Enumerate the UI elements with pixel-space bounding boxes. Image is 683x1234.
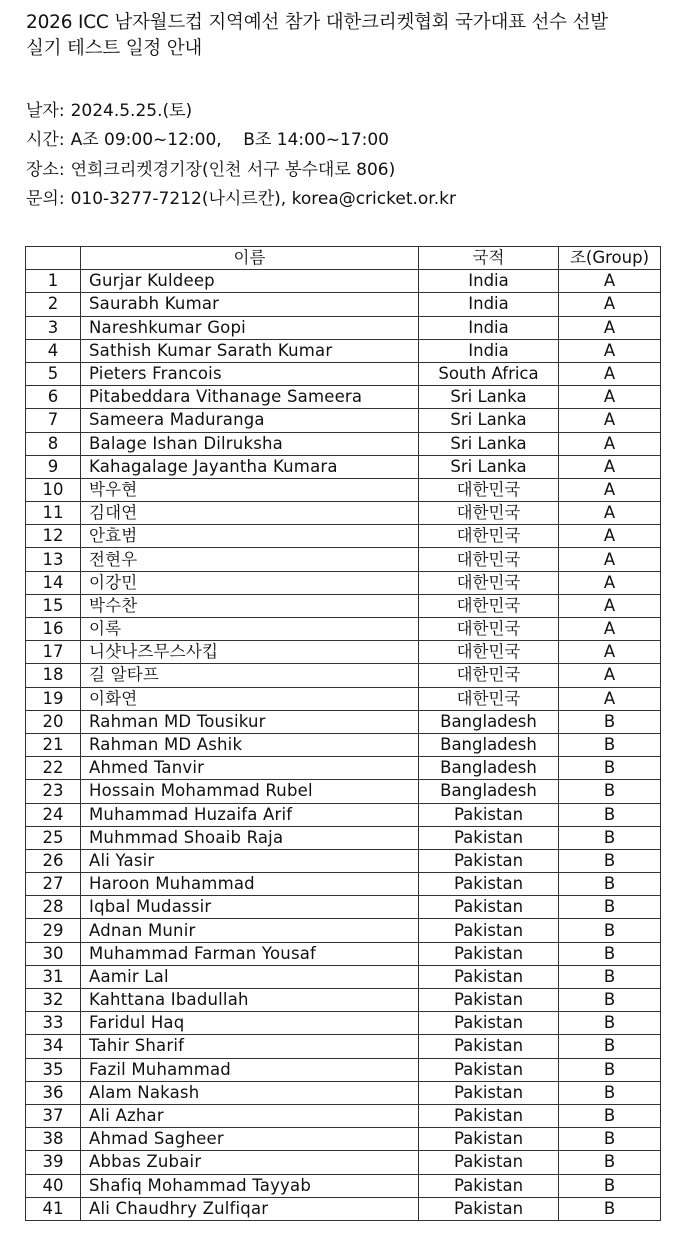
cell-number: 8 [26,432,81,455]
cell-nationality: 대한민국 [419,594,559,617]
cell-group: A [559,270,661,293]
player-name: 전현우 [89,549,138,569]
cell-name [81,733,419,756]
player-name: Hossain Mohammad Rubel [89,781,313,801]
player-name: Kahagalage Jayantha Kumara [89,456,338,476]
player-name: Nareshkumar Gopi [89,317,246,337]
cell-nationality: Pakistan [419,1035,559,1058]
table-row [26,594,661,617]
cell-group: B [559,1058,661,1081]
cell-nationality: 대한민국 [419,478,559,501]
player-name: Ahmed Tanvir [89,758,205,778]
cell-nationality: Sri Lanka [419,386,559,409]
info-contact-label: 문의: [26,188,65,209]
table-row [26,478,661,501]
table-body [26,270,661,1221]
cell-nationality: Pakistan [419,896,559,919]
cell-group: B [559,989,661,1012]
table-row [26,1081,661,1104]
table-row [26,757,661,780]
cell-name [81,1012,419,1035]
cell-nationality: 대한민국 [419,664,559,687]
cell-name [81,1174,419,1197]
player-name: 이화연 [89,688,138,708]
player-name: Fazil Muhammad [89,1059,231,1079]
cell-number: 23 [26,780,81,803]
cell-group: B [559,1197,661,1220]
table-row [26,687,661,710]
cell-nationality: Sri Lanka [419,455,559,478]
cell-nationality: Pakistan [419,1174,559,1197]
player-name: Aamir Lal [89,966,169,986]
player-name: Ali Yasir [89,850,155,870]
cell-number: 21 [26,733,81,756]
info-time-value: A조 09:00~12:00, B조 14:00~17:00 [70,130,389,151]
player-name: Sathish Kumar Sarath Kumar [89,340,333,360]
cell-nationality: Pakistan [419,826,559,849]
cell-number: 13 [26,548,81,571]
cell-name [81,896,419,919]
cell-group: A [559,293,661,316]
cell-number: 32 [26,989,81,1012]
player-name: Ali Chaudhry Zulfiqar [89,1198,269,1218]
cell-name [81,965,419,988]
cell-name [81,339,419,362]
table-row [26,664,661,687]
table-row [26,386,661,409]
cell-group: A [559,386,661,409]
cell-number: 5 [26,362,81,385]
cell-nationality: 대한민국 [419,525,559,548]
table-row [26,525,661,548]
table-row [26,710,661,733]
table-row [26,733,661,756]
cell-group: B [559,1128,661,1151]
info-time [26,126,666,155]
player-name: Muhmmad Shoaib Raja [89,827,284,847]
player-name: 박우현 [89,479,138,499]
cell-number: 19 [26,687,81,710]
cell-nationality: Sri Lanka [419,432,559,455]
cell-group: A [559,339,661,362]
table-row [26,919,661,942]
cell-nationality: Pakistan [419,1058,559,1081]
cell-nationality: Pakistan [419,1012,559,1035]
header-name: 이름 [81,247,419,270]
table-row [26,432,661,455]
cell-name [81,710,419,733]
player-name: Abbas Zubair [89,1152,202,1172]
cell-group: A [559,362,661,385]
cell-number: 16 [26,618,81,641]
cell-number: 1 [26,270,81,293]
table-row [26,1128,661,1151]
header-number [26,247,81,270]
table-row [26,502,661,525]
cell-nationality: 대한민국 [419,502,559,525]
cell-number: 41 [26,1197,81,1220]
cell-number: 11 [26,502,81,525]
cell-group: A [559,432,661,455]
cell-nationality: India [419,270,559,293]
player-name: Muhammad Farman Yousaf [89,943,317,963]
cell-number: 36 [26,1081,81,1104]
cell-name [81,386,419,409]
cell-number: 40 [26,1174,81,1197]
player-name: Faridul Haq [89,1013,185,1033]
cell-number: 18 [26,664,81,687]
cell-number: 27 [26,873,81,896]
cell-nationality: Sri Lanka [419,409,559,432]
schedule-info [26,97,666,214]
cell-number: 2 [26,293,81,316]
cell-nationality: Pakistan [419,1081,559,1104]
table-row [26,1035,661,1058]
player-name: 니샷나즈무스사킵 [89,642,219,662]
cell-group: B [559,965,661,988]
info-date-value: 2024.5.25.(토) [70,101,193,121]
cell-number: 17 [26,641,81,664]
cell-number: 10 [26,478,81,501]
cell-name [81,1197,419,1220]
table-row [26,873,661,896]
header-group: 조(Group) [559,247,661,270]
player-name: Haroon Muhammad [89,874,255,894]
player-name: Muhammad Huzaifa Arif [89,804,293,824]
cell-name [81,525,419,548]
cell-name [81,1058,419,1081]
cell-name [81,849,419,872]
table-row [26,455,661,478]
cell-group: B [559,919,661,942]
cell-name [81,502,419,525]
cell-group: A [559,571,661,594]
info-venue-label: 장소: [26,159,65,180]
table-row [26,1012,661,1035]
cell-number: 34 [26,1035,81,1058]
player-name: Pieters Francois [89,364,222,384]
table-row [26,316,661,339]
cell-name [81,1128,419,1151]
cell-number: 14 [26,571,81,594]
cell-group: B [559,1012,661,1035]
player-name: 이록 [89,619,122,639]
cell-nationality: Pakistan [419,989,559,1012]
cell-name [81,780,419,803]
table-row [26,1104,661,1127]
player-name: Adnan Munir [89,920,196,940]
table-row [26,989,661,1012]
info-venue-value: 연희크리켓경기장(인천 서구 봉수대로 806) [70,159,396,180]
cell-nationality: Pakistan [419,849,559,872]
table-row [26,896,661,919]
player-name: Rahman MD Ashik [89,735,243,755]
cell-name [81,293,419,316]
cell-name [81,432,419,455]
table-row [26,1151,661,1174]
table-row [26,618,661,641]
cell-group: B [559,710,661,733]
table-header-row [26,247,661,270]
cell-group: A [559,664,661,687]
player-name: 김대연 [89,503,138,523]
table-row [26,409,661,432]
cell-nationality: Pakistan [419,1128,559,1151]
player-name: Gurjar Kuldeep [89,271,215,291]
table-row [26,270,661,293]
cell-number: 38 [26,1128,81,1151]
cell-group: A [559,548,661,571]
table-row [26,849,661,872]
cell-group: A [559,594,661,617]
title-line-1: 2026 ICC 남자월드컵 지역예선 참가 대한크리켓협회 국가대표 선수 선발 [26,12,608,33]
cell-nationality: Bangladesh [419,757,559,780]
cell-nationality: 대한민국 [419,618,559,641]
cell-name [81,1035,419,1058]
info-date [26,97,666,126]
cell-group: A [559,502,661,525]
cell-nationality: Bangladesh [419,733,559,756]
cell-nationality: India [419,316,559,339]
info-venue [26,156,666,185]
table-row [26,641,661,664]
document-title [26,10,666,62]
cell-name [81,873,419,896]
cell-name [81,478,419,501]
cell-name [81,409,419,432]
cell-number: 39 [26,1151,81,1174]
cell-name [81,594,419,617]
table-row [26,803,661,826]
cell-group: A [559,455,661,478]
player-name: Alam Nakash [89,1082,200,1102]
cell-group: A [559,641,661,664]
table-row [26,1197,661,1220]
cell-number: 7 [26,409,81,432]
cell-nationality: Pakistan [419,1151,559,1174]
player-name: Kahttana Ibadullah [89,990,249,1010]
cell-group: B [559,1174,661,1197]
cell-nationality: 대한민국 [419,687,559,710]
cell-nationality: Pakistan [419,1197,559,1220]
cell-number: 9 [26,455,81,478]
info-date-label: 날자: [26,101,65,121]
cell-name [81,641,419,664]
cell-name [81,618,419,641]
table-row [26,780,661,803]
player-name: 이강민 [89,572,138,592]
cell-nationality: Pakistan [419,803,559,826]
cell-number: 33 [26,1012,81,1035]
cell-group: A [559,316,661,339]
cell-nationality: Pakistan [419,919,559,942]
cell-group: B [559,849,661,872]
table-row [26,548,661,571]
cell-group: B [559,942,661,965]
info-contact-value: 010-3277-7212(나시르칸), korea@cricket.or.kr [70,188,456,209]
cell-group: B [559,1081,661,1104]
cell-nationality: India [419,293,559,316]
cell-group: B [559,803,661,826]
cell-name [81,571,419,594]
cell-number: 30 [26,942,81,965]
cell-number: 25 [26,826,81,849]
cell-name [81,1081,419,1104]
cell-group: B [559,1035,661,1058]
header-nationality: 국적 [419,247,559,270]
cell-name [81,548,419,571]
cell-nationality: Pakistan [419,873,559,896]
cell-group: B [559,826,661,849]
table-row [26,965,661,988]
cell-number: 37 [26,1104,81,1127]
cell-nationality: 대한민국 [419,571,559,594]
cell-group: A [559,618,661,641]
cell-number: 29 [26,919,81,942]
cell-number: 12 [26,525,81,548]
cell-number: 4 [26,339,81,362]
cell-name [81,942,419,965]
cell-nationality: Bangladesh [419,710,559,733]
table-row [26,339,661,362]
cell-nationality: 대한민국 [419,641,559,664]
info-contact [26,185,666,214]
cell-number: 3 [26,316,81,339]
cell-group: A [559,687,661,710]
cell-nationality: India [419,339,559,362]
player-name: Ali Azhar [89,1106,164,1126]
info-time-label: 시간: [26,130,65,151]
cell-group: B [559,896,661,919]
player-name: 길 알타프 [89,665,160,685]
player-name: Ahmad Sagheer [89,1129,224,1149]
cell-nationality: Pakistan [419,1104,559,1127]
cell-name [81,757,419,780]
cell-nationality: Pakistan [419,965,559,988]
table-row [26,293,661,316]
player-name: Saurabh Kumar [89,294,220,314]
table-row [26,826,661,849]
cell-number: 28 [26,896,81,919]
cell-name [81,455,419,478]
cell-number: 35 [26,1058,81,1081]
player-name: Rahman MD Tousikur [89,711,266,731]
cell-number: 22 [26,757,81,780]
cell-group: B [559,873,661,896]
cell-nationality: South Africa [419,362,559,385]
cell-nationality: 대한민국 [419,548,559,571]
cell-name [81,687,419,710]
cell-number: 20 [26,710,81,733]
cell-group: B [559,1151,661,1174]
player-name: Shafiq Mohammad Tayyab [89,1175,312,1195]
cell-number: 26 [26,849,81,872]
title-line-2: 실기 테스트 일정 안내 [26,38,203,59]
cell-number: 24 [26,803,81,826]
player-name: Iqbal Mudassir [89,897,212,917]
cell-name [81,1104,419,1127]
cell-group: B [559,733,661,756]
cell-name [81,362,419,385]
cell-group: A [559,525,661,548]
player-roster-table [25,246,661,1221]
cell-name [81,919,419,942]
cell-name [81,826,419,849]
cell-name [81,270,419,293]
cell-group: B [559,757,661,780]
cell-name [81,989,419,1012]
player-name: 박수찬 [89,595,138,615]
player-name: Tahir Sharif [89,1036,185,1056]
cell-number: 6 [26,386,81,409]
cell-number: 31 [26,965,81,988]
table-row [26,942,661,965]
table-row [26,571,661,594]
cell-name [81,316,419,339]
player-name: Sameera Maduranga [89,410,265,430]
table-row [26,1058,661,1081]
cell-group: B [559,780,661,803]
player-name: Balage Ishan Dilruksha [89,433,283,453]
cell-number: 15 [26,594,81,617]
cell-name [81,1151,419,1174]
table-row [26,362,661,385]
player-name: Pitabeddara Vithanage Sameera [89,387,363,407]
cell-name [81,664,419,687]
cell-group: A [559,478,661,501]
cell-name [81,803,419,826]
cell-group: B [559,1104,661,1127]
cell-nationality: Pakistan [419,942,559,965]
table-row [26,1174,661,1197]
cell-nationality: Bangladesh [419,780,559,803]
cell-group: A [559,409,661,432]
player-name: 안효범 [89,526,138,546]
